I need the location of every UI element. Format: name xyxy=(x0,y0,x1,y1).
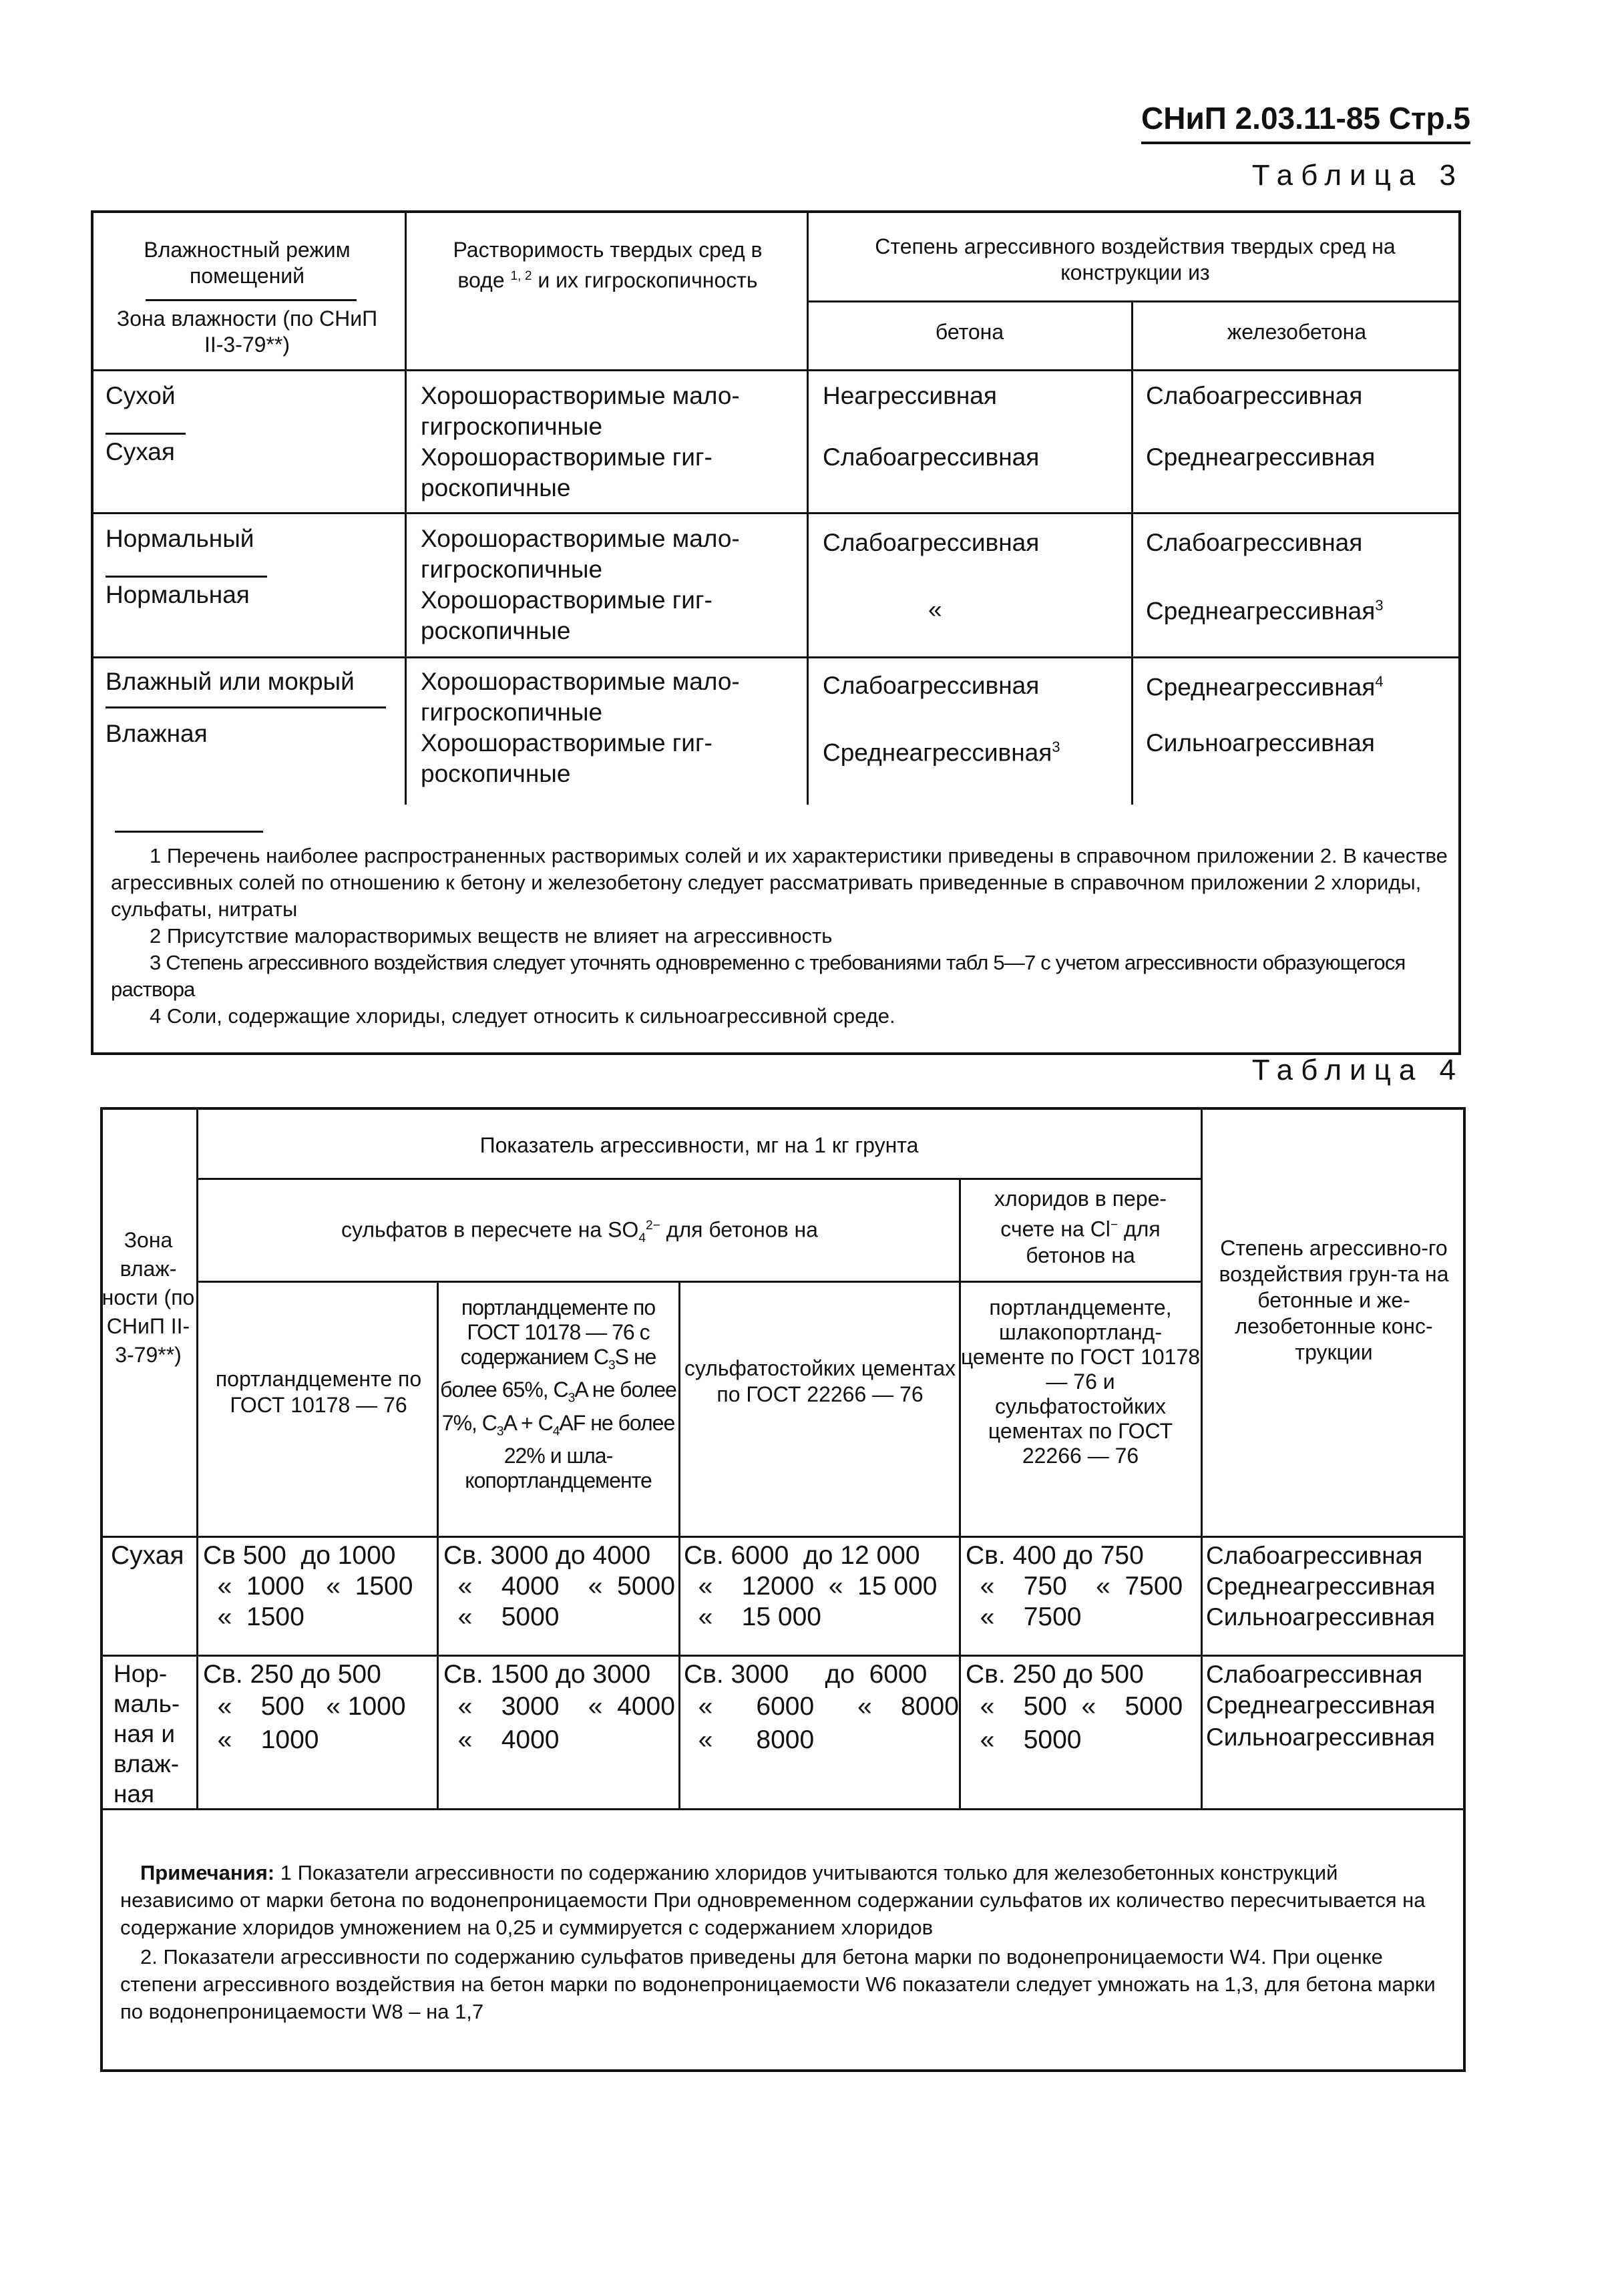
t4-head-degree: Степень агрессивно-го воздействия грун-та на бетонные и же-лезобетонные конс-трукции xyxy=(1219,1236,1449,1364)
t4-note-2: 2. Показатели агрессивности по содержанию сульфатов приведены для бетона марки по водонепроницаемости W4. При оценке степени агрессивного воздействия на бетон марки по водонепроницаемости W6 показатели следует умножать на 1,3, для бетона марки по водонепроницаемости W8 – на 1,7 xyxy=(120,1945,1436,2023)
t4-r2-c4-b: « 500 « 5000 xyxy=(966,1692,1183,1721)
t4-r1-deg-c: Сильноагрессивная xyxy=(1206,1603,1435,1631)
table4-caption: Таблица 4 xyxy=(1251,1054,1464,1086)
t3-head-rc: железобетона xyxy=(1227,320,1367,344)
t3-r3-beton2: Среднеагрессивная$^3$ xyxy=(823,739,1060,767)
t3-r3-rc1: Среднеагрессивная$^4$ xyxy=(1146,673,1384,701)
t4-r2-c3-b: « 6000 « 8000 xyxy=(684,1692,959,1721)
t4-r1-c2-a: Св. 3000 до 4000 xyxy=(443,1541,651,1570)
t3-r1-zone: Сухая xyxy=(106,438,175,465)
t4-r2-deg-c: Сильноагрессивная xyxy=(1206,1723,1435,1751)
t4-head-c4: портландцементе, шлакопортланд-цементе по ГОСТ 10178 — 76 и сульфатостойких цементах по ГОСТ 22266 — 76 xyxy=(960,1295,1201,1468)
t4-r2-deg-b: Среднеагрессивная xyxy=(1206,1691,1436,1719)
t3-r1-sol1: Хорошорастворимые мало-гигроскопичные xyxy=(421,382,740,440)
t4-r1-c3-b: « 12000 « 15 000 xyxy=(684,1572,938,1601)
t4-r1-deg-b: Среднеагрессивная xyxy=(1206,1573,1436,1600)
t4-r2-c3-c: « 8000 xyxy=(684,1725,815,1754)
t3-head-zone: Зона влажности (по СНиП II-3-79**) xyxy=(116,306,378,357)
t4-r2-c2-b: « 3000 « 4000 xyxy=(443,1692,675,1721)
t3-r2-sol2: Хорошорастворимые гиг-роскопичные xyxy=(421,586,713,644)
t3-r2-rc1: Слабоагрессивная xyxy=(1146,529,1363,556)
t3-r3-sol1: Хорошорастворимые мало-гигроскопичные xyxy=(421,668,740,726)
t3-r2-zone: Нормальная xyxy=(106,581,250,608)
t3-r1-regime: Сухой xyxy=(106,382,176,409)
t3-r2-regime: Нормальный xyxy=(106,525,254,552)
t3-r3-rc2: Сильноагрессивная xyxy=(1146,729,1375,757)
t4-r2-c4-a: Св. 250 до 500 xyxy=(966,1660,1144,1689)
t4-r2-deg-a: Слабоагрессивная xyxy=(1206,1661,1423,1688)
t4-r1-c2-c: « 5000 xyxy=(443,1603,560,1631)
t4-r1-c2-b: « 4000 « 5000 xyxy=(443,1572,675,1601)
t3-r2-sol1: Хорошорастворимые мало-гигроскопичные xyxy=(421,525,740,583)
t4-note-1 xyxy=(120,1859,1452,1941)
t3-r2-beton1: Слабоагрессивная xyxy=(823,529,1040,556)
t4-r1-c1-b: « 1000 « 1500 xyxy=(203,1572,413,1601)
t3-r3-beton1: Слабоагрессивная xyxy=(823,672,1040,699)
t4-head-zone: Зона влаж-ности (по СНиП II-3-79**) xyxy=(102,1228,195,1367)
t4-r1-c4-c: « 7500 xyxy=(966,1603,1082,1631)
t4-r2-c4-c: « 5000 xyxy=(966,1725,1082,1754)
t3-footnote-3: 3 Степень агрессивного воздействия следует уточнять одновременно с требованиями табл 5—7 с учетом агрессивности образующегося раствора xyxy=(111,951,1406,1001)
t4-head-c3: сульфатостойких цементах по ГОСТ 22266 — 76 xyxy=(684,1356,956,1406)
document-reference: СНиП 2.03.11-85 Стр.5 xyxy=(1141,100,1470,144)
t3-head-degree: Степень агрессивного воздействия твердых сред на конструкции из xyxy=(875,234,1396,284)
t4-note-1-text: 1 Показатели агрессивности по содержанию хлоридов учитываются только для железобетонных конструкций независимо от марки бетона по водонепроницаемости При одновременном содержании сульфатов их количество пересчитывается на содержание хлоридов умножением на 0,25 и суммируется с содержанием хлоридов xyxy=(120,1861,1426,1939)
t3-r1-beton1: Неагрессивная xyxy=(823,382,997,409)
t3-footnote-1: 1 Перечень наиболее распространенных растворимых солей и их характеристики приведены в справочном приложении 2. В качестве агрессивных солей по отношению к бетону и железобетону следует рассматривать приведенные в справочном приложении 2 хлориды, сульфаты, нитраты xyxy=(111,844,1448,921)
t3-head-beton: бетона xyxy=(935,320,1004,344)
t3-r1-beton2: Слабоагрессивная xyxy=(823,443,1040,471)
t4-r1-deg-a: Слабоагрессивная xyxy=(1206,1542,1423,1569)
t4-r2-c2-c: « 4000 xyxy=(443,1725,560,1754)
t3-r3-sol2: Хорошорастворимые гиг-роскопичные xyxy=(421,729,713,787)
t3-r2-beton2: « xyxy=(928,596,942,623)
t4-r2-c1-c: « 1000 xyxy=(203,1725,319,1754)
t4-head-chlorides: хлоридов в пере- счете на Cl− для бетонов на xyxy=(994,1187,1167,1267)
t4-r2-zone: Нор-маль-ная и влаж-ная xyxy=(114,1660,180,1808)
table3-caption: Таблица 3 xyxy=(1251,159,1464,192)
t4-r1-c4-a: Св. 400 до 750 xyxy=(966,1541,1144,1570)
t3-footnote-2: 2 Присутствие малорастворимых веществ не влияет на агрессивность xyxy=(150,924,833,948)
t4-r1-c3-c: « 15 000 xyxy=(684,1603,821,1631)
t4-r2-c2-a: Св. 1500 до 3000 xyxy=(443,1660,651,1689)
t3-r1-rc2: Среднеагрессивная xyxy=(1146,443,1376,471)
t3-r1-sol2: Хорошорастворимые гиг-роскопичные xyxy=(421,443,713,501)
t4-notes-label: Примечания: xyxy=(140,1861,275,1884)
t4-r2-c1-a: Св. 250 до 500 xyxy=(203,1660,381,1689)
t4-head-c2: портландцементе по ГОСТ 10178 — 76 с содержанием $C_3S$ не более 65%, $C_3A$ не более 7%, $C_3A + C_4AF$ не более 22% и шла-копортландцементе xyxy=(440,1295,676,1493)
t4-r1-c4-b: « 750 « 7500 xyxy=(966,1572,1183,1601)
t4-head-sulfates: сульфатов в пересчете на $SO_4^{2-}$ для бетонов на xyxy=(341,1217,818,1246)
t4-head-c1: портландцементе по ГОСТ 10178 — 76 xyxy=(215,1367,422,1417)
t3-r3-regime: Влажный или мокрый xyxy=(106,668,355,695)
t4-r1-c1-c: « 1500 xyxy=(203,1603,304,1631)
t3-head-solubility: Растворимость твердых сред в воде $^{1, 2}$ и их гигроскопичность xyxy=(453,238,763,292)
t4-r1-zone: Сухая xyxy=(111,1541,184,1570)
t3-head-regime: Влажностный режим помещений xyxy=(144,238,351,288)
t4-r1-c3-a: Св. 6000 до 12 000 xyxy=(684,1541,920,1570)
t4-head-indicator: Показатель агрессивности, мг на 1 кг грунта xyxy=(479,1133,919,1157)
t3-r2-rc2: Среднеагрессивная$^3$ xyxy=(1146,597,1384,625)
t4-r2-c1-b: « 500 « 1000 xyxy=(203,1692,406,1721)
t3-r1-rc1: Слабоагрессивная xyxy=(1146,382,1363,409)
t4-r1-c1-a: Св 500 до 1000 xyxy=(203,1541,396,1570)
t3-footnote-4: 4 Соли, содержащие хлориды, следует относить к сильноагрессивной среде. xyxy=(150,1004,895,1028)
t4-r2-c3-a: Св. 3000 до 6000 xyxy=(684,1660,928,1689)
t3-r3-zone: Влажная xyxy=(106,720,208,747)
